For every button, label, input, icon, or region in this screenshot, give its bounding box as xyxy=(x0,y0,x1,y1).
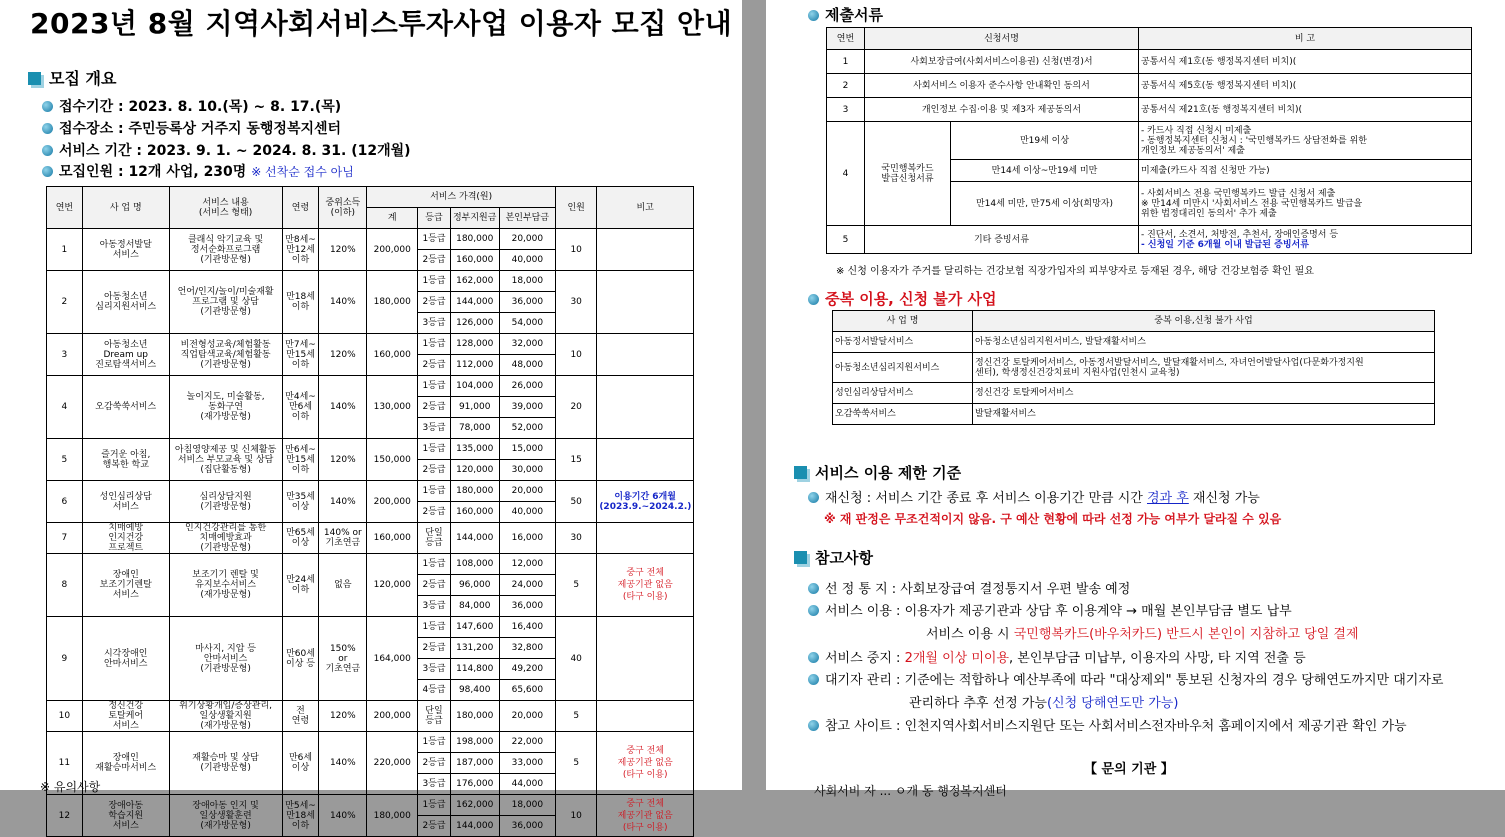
row-content: 클래식 악기교육 및 정서순화프로그램 (기관방문형) xyxy=(169,229,282,271)
row-name: 즐거운 아침, 행복한 학교 xyxy=(82,439,169,481)
row-age: 만8세~ 만12세 이하 xyxy=(282,229,319,271)
circle-bullet-icon xyxy=(808,583,819,594)
limit-heading: 서비스 이용 제한 기준 xyxy=(794,462,961,483)
row-content: 비전형성교육/체험활동 직업탐색교육/체험활동 (기관방문형) xyxy=(169,334,282,376)
row-grade: 1등급 xyxy=(418,271,451,292)
row-remark: 이용기간 6개월 (2023.9.~2024.2.) xyxy=(597,481,694,523)
ref-use-detail: 서비스 이용 시 국민행복카드(바우처카드) 반드시 본인이 지참하고 당일 결제 xyxy=(926,627,1359,642)
doc-remark-line: - 진단서, 소견서, 처방전, 추천서, 장애인증명서 등 xyxy=(1141,229,1339,240)
row-self: 16,000 xyxy=(499,523,555,554)
circle-bullet-icon xyxy=(42,123,53,134)
circle-bullet-icon xyxy=(42,145,53,156)
row-self: 32,000 xyxy=(499,334,555,355)
row-no: 10 xyxy=(47,701,83,732)
docs-heading: 제출서류 xyxy=(808,4,883,25)
doc-no: 2 xyxy=(827,74,865,98)
row-people: 30 xyxy=(556,271,597,334)
row-people: 20 xyxy=(556,376,597,439)
ref-wait: 대기자 관리 : 기준에는 적합하나 예산부족에 따라 "대상제외" 통보된 신청자의 경우 당해연도까지만 대기자로 xyxy=(808,669,1443,688)
row-people: 10 xyxy=(556,334,597,376)
row-age: 만18세 이하 xyxy=(282,271,319,334)
row-self: 49,200 xyxy=(499,659,555,680)
row-name: 아동정서발달 서비스 xyxy=(82,229,169,271)
dup-header-content: 중복 이용,신청 불가 사업 xyxy=(973,311,1435,332)
doc-remark: 공통서식 제5호(동 행정복지센터 비치)( xyxy=(1139,74,1472,98)
row-gov: 144,000 xyxy=(450,816,499,837)
row-grade: 3등급 xyxy=(418,774,451,795)
row-grade: 3등급 xyxy=(418,418,451,439)
table-row xyxy=(827,74,1472,98)
row-gov: 78,000 xyxy=(450,418,499,439)
row-content: 인지건강관리를 통한 치매예방효과 (기관방문형) xyxy=(169,523,282,554)
row-people: 40 xyxy=(556,617,597,701)
table-row xyxy=(47,229,694,250)
ref-stop-highlight: 2개월 이상 미이용 xyxy=(904,651,1010,666)
table-row xyxy=(47,617,694,638)
ref-use-highlight: 국민행복카드(바우처카드) 반드시 본인이 지참하고 당일 결제 xyxy=(1013,627,1359,642)
row-gov: 160,000 xyxy=(450,250,499,271)
row-people: 50 xyxy=(556,481,597,523)
dup-header-name: 사 업 명 xyxy=(833,311,973,332)
table-row xyxy=(827,226,1472,254)
header-self: 본인부담금 xyxy=(499,208,555,229)
row-content: 보조기기 렌탈 및 유지보수서비스 (재가방문형) xyxy=(169,554,282,617)
row-grade: 2등급 xyxy=(418,397,451,418)
row-people: 5 xyxy=(556,732,597,795)
row-no: 4 xyxy=(47,376,83,439)
section-overview-heading: 모집 개요 xyxy=(28,66,116,89)
row-grade: 2등급 xyxy=(418,753,451,774)
row-self: 18,000 xyxy=(499,271,555,292)
row-remark xyxy=(597,523,694,554)
recruit-count: 모집인원 : 12개 사업, 230명 ※ 선착순 접수 아님 xyxy=(42,161,354,181)
row-gov: 91,000 xyxy=(450,397,499,418)
row-self: 36,000 xyxy=(499,292,555,313)
dup-heading: 중복 이용, 신청 불가 사업 xyxy=(808,288,997,309)
doc-remark-highlight: - 신청일 기준 6개월 이내 발급된 증빙서류 xyxy=(1141,239,1309,250)
limit-highlight: 경과 후 xyxy=(1146,491,1189,506)
row-gov: 112,000 xyxy=(450,355,499,376)
row-gov: 180,000 xyxy=(450,701,499,732)
dup-body xyxy=(833,332,1435,425)
doc-remark: - 사회서비스 전용 국민행복카드 발급 신청서 제출 ※ 만14세 미만시 '사회서비스 전용 국민행복카드 발급을 위한 법정대리인 동의서' 추가 제출 xyxy=(1139,182,1472,226)
row-content: 언어/인지/놀이/미술재활 프로그램 및 상담 (기관방문형) xyxy=(169,271,282,334)
row-gov: 180,000 xyxy=(450,229,499,250)
header-remark: 비고 xyxy=(597,187,694,229)
row-content: 위기상황개입/증상관리, 일상생활지원 (재가방문형) xyxy=(169,701,282,732)
left-page xyxy=(0,0,742,833)
circle-bullet-icon xyxy=(42,101,53,112)
square-bullet-icon xyxy=(794,466,807,479)
row-income: 140% xyxy=(319,271,367,334)
square-bullet-icon xyxy=(28,72,41,85)
table-row xyxy=(47,554,694,575)
row-self: 30,000 xyxy=(499,460,555,481)
circle-bullet-icon xyxy=(808,294,819,305)
row-age: 만4세~ 만6세 이하 xyxy=(282,376,319,439)
row-no: 2 xyxy=(47,271,83,334)
circle-bullet-icon xyxy=(808,674,819,685)
recv-place: 접수장소 : 주민등록상 거주지 동행정복지센터 xyxy=(42,118,341,138)
row-people: 5 xyxy=(556,701,597,732)
row-people: 15 xyxy=(556,439,597,481)
row-self: 39,000 xyxy=(499,397,555,418)
row-content: 장애아동 인지 및 일상생활훈련 (재가방문형) xyxy=(169,795,282,837)
row-no: 5 xyxy=(47,439,83,481)
header-grade: 등급 xyxy=(418,208,451,229)
doc-name: 사회서비스 이용자 준수사항 안내확인 동의서 xyxy=(865,74,1139,98)
circle-bullet-icon xyxy=(808,492,819,503)
row-gov: 135,000 xyxy=(450,439,499,460)
row-grade: 단일 등급 xyxy=(418,701,451,732)
doc-condition: 만14세 이상~만19세 미만 xyxy=(951,160,1139,182)
header-total: 계 xyxy=(367,208,418,229)
row-total: 180,000 xyxy=(367,795,418,837)
row-grade: 1등급 xyxy=(418,481,451,502)
limit-note: ※ 재 판정은 무조건적이지 않음. 구 예산 현황에 따라 선정 가능 여부가 달라질 수 있음 xyxy=(824,512,1282,526)
recruit-note: ※ 선착순 접수 아님 xyxy=(251,165,354,179)
row-no: 8 xyxy=(47,554,83,617)
square-bullet-icon xyxy=(794,551,807,564)
row-gov: 126,000 xyxy=(450,313,499,334)
doc-name: 국민행복카드 발급신청서류 xyxy=(865,122,951,226)
doc-remark: - 카드사 직접 신청시 미제출 - 동행정복지센터 신청시 : '국민행복카드 상담전화를 위한 개인정보 제공동의서' 제출 xyxy=(1139,122,1472,160)
row-age: 만7세~ 만15세 이하 xyxy=(282,334,319,376)
row-grade: 3등급 xyxy=(418,313,451,334)
row-content: 놀이지도, 미술활동, 동화구연 (재가방문형) xyxy=(169,376,282,439)
row-remark xyxy=(597,617,694,701)
row-income: 150% or 기초연금 xyxy=(319,617,367,701)
row-remark xyxy=(597,376,694,439)
circle-bullet-icon xyxy=(808,720,819,731)
dup-name: 성인심리상담서비스 xyxy=(833,383,973,404)
row-remark xyxy=(597,439,694,481)
row-grade: 2등급 xyxy=(418,292,451,313)
table-row xyxy=(47,795,694,816)
row-age: 만35세 이상 xyxy=(282,481,319,523)
row-no: 1 xyxy=(47,229,83,271)
doc-no: 1 xyxy=(827,50,865,74)
table-row xyxy=(827,50,1472,74)
row-self: 20,000 xyxy=(499,481,555,502)
services-body xyxy=(47,229,694,837)
table-row xyxy=(47,439,694,460)
docs-table xyxy=(826,27,1472,254)
row-gov: 96,000 xyxy=(450,575,499,596)
dup-content: 아동청소년심리지원서비스, 발달재활서비스 xyxy=(973,332,1435,353)
row-grade: 2등급 xyxy=(418,575,451,596)
row-grade: 1등급 xyxy=(418,334,451,355)
row-total: 160,000 xyxy=(367,523,418,554)
row-grade: 1등급 xyxy=(418,732,451,753)
doc-remark: 공통서식 제21호(동 행정복지센터 비치)( xyxy=(1139,98,1472,122)
dup-content: 정신건강 토탈케어서비스 xyxy=(973,383,1435,404)
row-grade: 2등급 xyxy=(418,460,451,481)
doc-name: 개인정보 수집·이용 및 제3자 제공동의서 xyxy=(865,98,1139,122)
row-self: 40,000 xyxy=(499,250,555,271)
row-total: 120,000 xyxy=(367,554,418,617)
docs-header-remark: 비 고 xyxy=(1139,28,1472,50)
table-row xyxy=(47,481,694,502)
row-grade: 2등급 xyxy=(418,250,451,271)
ref-stop: 서비스 중지 : 2개월 이상 미이용, 본인부담금 미납부, 이용자의 사망, 타 지역 전출 등 xyxy=(808,647,1306,666)
row-name: 장애인 재활승마서비스 xyxy=(82,732,169,795)
row-self: 26,000 xyxy=(499,376,555,397)
table-row xyxy=(833,353,1435,383)
row-grade: 2등급 xyxy=(418,816,451,837)
row-grade: 4등급 xyxy=(418,680,451,701)
row-remark: 중구 전체 제공기관 없음 (타구 이용) xyxy=(597,554,694,617)
row-gov: 104,000 xyxy=(450,376,499,397)
row-self: 32,800 xyxy=(499,638,555,659)
row-self: 24,000 xyxy=(499,575,555,596)
row-self: 33,000 xyxy=(499,753,555,774)
row-age: 만6세~ 만15세 이하 xyxy=(282,439,319,481)
row-gov: 114,800 xyxy=(450,659,499,680)
right-page xyxy=(766,0,1505,798)
row-age: 만5세~ 만18세 이하 xyxy=(282,795,319,837)
dup-content: 발달재활서비스 xyxy=(973,404,1435,425)
header-no: 연번 xyxy=(47,187,83,229)
row-total: 220,000 xyxy=(367,732,418,795)
dup-name: 아동정서발달서비스 xyxy=(833,332,973,353)
row-content: 재활승마 및 상담 (기관방문형) xyxy=(169,732,282,795)
service-period: 서비스 기간 : 2023. 9. 1. ~ 2024. 8. 31. (12개월) xyxy=(42,140,411,160)
doc-remark: 미제출(카드사 직접 신청만 가능) xyxy=(1139,160,1472,182)
row-income: 140% xyxy=(319,732,367,795)
circle-bullet-icon xyxy=(808,605,819,616)
row-self: 44,000 xyxy=(499,774,555,795)
row-age: 만60세 이상 등 xyxy=(282,617,319,701)
row-gov: 147,600 xyxy=(450,617,499,638)
row-gov: 144,000 xyxy=(450,292,499,313)
table-row xyxy=(833,404,1435,425)
row-gov: 176,000 xyxy=(450,774,499,795)
doc-no: 4 xyxy=(827,122,865,226)
row-grade: 1등급 xyxy=(418,229,451,250)
row-income: 140% xyxy=(319,376,367,439)
row-gov: 180,000 xyxy=(450,481,499,502)
row-grade: 2등급 xyxy=(418,502,451,523)
doc-remark: 공통서식 제1호(동 행정복지센터 비치)( xyxy=(1139,50,1472,74)
row-self: 48,000 xyxy=(499,355,555,376)
header-content: 서비스 내용 (서비스 형태) xyxy=(169,187,282,229)
row-gov: 162,000 xyxy=(450,795,499,816)
row-remark xyxy=(597,334,694,376)
row-grade: 1등급 xyxy=(418,554,451,575)
row-name: 장애아동 학습지원 서비스 xyxy=(82,795,169,837)
row-remark xyxy=(597,701,694,732)
row-self: 12,000 xyxy=(499,554,555,575)
row-age: 만6세 이상 xyxy=(282,732,319,795)
row-income: 120% xyxy=(319,334,367,376)
row-grade: 2등급 xyxy=(418,355,451,376)
row-name: 장애인 보조기기렌탈 서비스 xyxy=(82,554,169,617)
ref-notice: 선 정 통 지 : 사회보장급여 결정통지서 우편 발송 예정 xyxy=(808,578,1130,597)
doc-remark xyxy=(1139,226,1472,254)
doc-name: 기타 증빙서류 xyxy=(865,226,1139,254)
row-people: 5 xyxy=(556,554,597,617)
row-grade: 단일 등급 xyxy=(418,523,451,554)
table-row xyxy=(833,383,1435,404)
dup-name: 아동청소년심리지원서비스 xyxy=(833,353,973,383)
table-row xyxy=(47,732,694,753)
limit-line: 재신청 : 서비스 기간 종료 후 서비스 이용기간 만큼 시간 경과 후 재신청 가능 xyxy=(808,487,1260,506)
row-remark: 중구 전체 제공기관 없음 (타구 이용) xyxy=(597,795,694,837)
table-row xyxy=(827,122,1472,160)
row-grade: 1등급 xyxy=(418,439,451,460)
row-self: 18,000 xyxy=(499,795,555,816)
row-self: 36,000 xyxy=(499,816,555,837)
row-people: 10 xyxy=(556,795,597,837)
row-total: 130,000 xyxy=(367,376,418,439)
row-no: 11 xyxy=(47,732,83,795)
bottom-cut-text: 사회서비 자 ... ㅇ개 동 행정복지센터 xyxy=(814,784,1007,798)
row-no: 6 xyxy=(47,481,83,523)
row-no: 12 xyxy=(47,795,83,837)
row-content: 심리상담지원 (기관방문형) xyxy=(169,481,282,523)
header-name: 사 업 명 xyxy=(82,187,169,229)
row-content: 아침영양제공 및 신체활동 서비스 부모교육 및 상담 (집단활동형) xyxy=(169,439,282,481)
ref-site: 참고 사이트 : 인천지역사회서비스지원단 또는 사회서비스전자바우처 홈페이지에서 제공기관 확인 가능 xyxy=(808,715,1407,734)
row-self: 65,600 xyxy=(499,680,555,701)
contact-heading: 【 문의 기관 】 xyxy=(1084,762,1174,777)
row-no: 3 xyxy=(47,334,83,376)
row-name: 아동청소년 Dream up 진로탐색서비스 xyxy=(82,334,169,376)
circle-bullet-icon xyxy=(808,652,819,663)
docs-header-no: 연번 xyxy=(827,28,865,50)
row-people: 30 xyxy=(556,523,597,554)
table-row xyxy=(827,98,1472,122)
row-income: 140% or 기초연금 xyxy=(319,523,367,554)
ref-wait-highlight: (신청 당해연도만 가능) xyxy=(1046,696,1179,711)
doc-condition: 만19세 이상 xyxy=(951,122,1139,160)
row-grade: 1등급 xyxy=(418,795,451,816)
table-row xyxy=(833,332,1435,353)
row-total: 200,000 xyxy=(367,229,418,271)
dup-table xyxy=(832,310,1435,425)
docs-note: ※ 신청 이용자가 주거를 달리하는 건강보험 직장가입자의 피부양자로 등재된 경우, 해당 건강보험증 확인 필요 xyxy=(836,266,1314,277)
ref-use: 서비스 이용 : 이용자가 제공기관과 상담 후 이용계약 → 매월 본인부담금 별도 납부 xyxy=(808,600,1292,619)
doc-name: 사회보장급여(사회서비스이용권) 신청(변경)서 xyxy=(865,50,1139,74)
row-self: 22,000 xyxy=(499,732,555,753)
row-age: 만65세 이상 xyxy=(282,523,319,554)
row-self: 20,000 xyxy=(499,229,555,250)
row-remark: 중구 전체 제공기관 없음 (타구 이용) xyxy=(597,732,694,795)
row-name: 오감쑥쑥서비스 xyxy=(82,376,169,439)
row-gov: 84,000 xyxy=(450,596,499,617)
recv-period: 접수기간 : 2023. 8. 10.(목) ~ 8. 17.(목) xyxy=(42,96,341,116)
table-row xyxy=(47,376,694,397)
row-gov: 128,000 xyxy=(450,334,499,355)
row-self: 52,000 xyxy=(499,418,555,439)
row-income: 120% xyxy=(319,701,367,732)
caution-footer: ※ 유의사항 xyxy=(40,780,101,794)
header-income: 중위소득 (이하) xyxy=(319,187,367,229)
dup-content: 정신건강 토탈케어서비스, 아동정서발달서비스, 발달재활서비스, 자녀언어발달사업(다문화가정지원 센터), 학생정신건강치료비 지원사업(인천시 교육청) xyxy=(973,353,1435,383)
row-total: 164,000 xyxy=(367,617,418,701)
circle-bullet-icon xyxy=(808,10,819,21)
row-name: 시각장애인 안마서비스 xyxy=(82,617,169,701)
dup-name: 오감쑥쑥서비스 xyxy=(833,404,973,425)
table-row xyxy=(47,523,694,554)
row-gov: 187,000 xyxy=(450,753,499,774)
row-self: 54,000 xyxy=(499,313,555,334)
row-no: 9 xyxy=(47,617,83,701)
doc-no: 5 xyxy=(827,226,865,254)
row-income: 120% xyxy=(319,439,367,481)
row-income: 120% xyxy=(319,229,367,271)
circle-bullet-icon xyxy=(42,166,53,177)
row-gov: 131,200 xyxy=(450,638,499,659)
row-grade: 1등급 xyxy=(418,376,451,397)
row-gov: 162,000 xyxy=(450,271,499,292)
row-name: 성인심리상담 서비스 xyxy=(82,481,169,523)
doc-condition: 만14세 미만, 만75세 이상(희망자) xyxy=(951,182,1139,226)
row-content: 마사지, 지압 등 안마서비스 (기관방문형) xyxy=(169,617,282,701)
row-name: 치매예방 인지건강 프로젝트 xyxy=(82,523,169,554)
page-title: 2023년 8월 지역사회서비스투자사업 이용자 모집 안내 xyxy=(30,7,733,40)
row-name: 아동청소년 심리지원서비스 xyxy=(82,271,169,334)
row-self: 36,000 xyxy=(499,596,555,617)
row-gov: 108,000 xyxy=(450,554,499,575)
row-remark xyxy=(597,229,694,271)
row-income: 140% xyxy=(319,795,367,837)
row-total: 200,000 xyxy=(367,481,418,523)
row-grade: 1등급 xyxy=(418,617,451,638)
row-income: 없음 xyxy=(319,554,367,617)
row-self: 15,000 xyxy=(499,439,555,460)
row-grade: 3등급 xyxy=(418,659,451,680)
row-income: 140% xyxy=(319,481,367,523)
row-total: 150,000 xyxy=(367,439,418,481)
doc-no: 3 xyxy=(827,98,865,122)
docs-header-name: 신청서명 xyxy=(865,28,1139,50)
row-age: 만24세 이하 xyxy=(282,554,319,617)
row-total: 180,000 xyxy=(367,271,418,334)
row-total: 200,000 xyxy=(367,701,418,732)
row-no: 7 xyxy=(47,523,83,554)
row-grade: 3등급 xyxy=(418,596,451,617)
row-name: 정신건강 토탈케어 서비스 xyxy=(82,701,169,732)
table-row xyxy=(47,334,694,355)
row-gov: 160,000 xyxy=(450,502,499,523)
row-people: 10 xyxy=(556,229,597,271)
row-gov: 120,000 xyxy=(450,460,499,481)
row-gov: 98,400 xyxy=(450,680,499,701)
header-price: 서비스 가격(원) xyxy=(367,187,556,208)
row-gov: 144,000 xyxy=(450,523,499,554)
row-self: 40,000 xyxy=(499,502,555,523)
header-people: 인원 xyxy=(556,187,597,229)
services-table xyxy=(46,186,694,837)
row-self: 20,000 xyxy=(499,701,555,732)
row-self: 16,400 xyxy=(499,617,555,638)
table-row xyxy=(47,701,694,732)
row-grade: 2등급 xyxy=(418,638,451,659)
table-row xyxy=(47,271,694,292)
row-remark xyxy=(597,271,694,334)
row-total: 160,000 xyxy=(367,334,418,376)
row-age: 전 연령 xyxy=(282,701,319,732)
header-gov: 정부지원금 xyxy=(450,208,499,229)
ref-heading: 참고사항 xyxy=(794,547,873,568)
row-gov: 198,000 xyxy=(450,732,499,753)
header-age: 연령 xyxy=(282,187,319,229)
ref-wait-detail: 관리하다 추후 선정 가능(신청 당해연도만 가능) xyxy=(909,696,1179,711)
